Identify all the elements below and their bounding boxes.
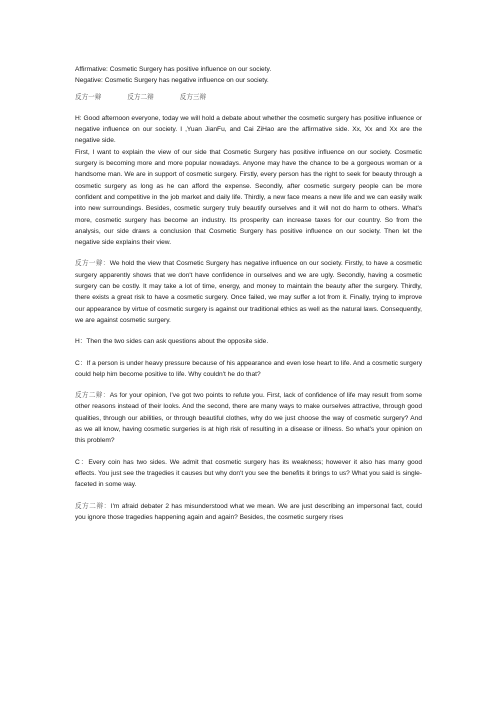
paragraph-text: I'm afraid debater 2 has misunderstood what we mean. We are just describing an impersonal fact, could you ignore those tragedies happening again and again? Besides, the cosmetic surgery rises [75,502,422,521]
paragraph-affirmative-reply: C：Every coin has two sides. We admit that cosmetic surgery has its weakness; however it also has many good effects. You just see the tragedies it causes but why don't you see the benefits it brings to us? What you said is single-faceted in some way. [75,458,422,489]
motion-negative: Negative: Cosmetic Surgery has negative influence on our society. [75,77,269,85]
paragraph-affirmative-view: First, I want to explain the view of our side that Cosmetic Surgery has positive influence on our society. Cosmetic surgery is becoming more and more popular nowadays. Anyone may have the chance to be a gorgeous woman or a handsome man. We are in support of cosmetic surgery. Firstly, every person has the right to seek for beauty through a cosmetic surgery as long as he can afford the expense. Secondly, after cosmetic surgery people can be more confident and competitive in the job market and daily life. Thirdly, a new face means a new life and we can easily walk into new surroundings. Besides, cosmetic surgery truly beautify ourselves and it will not do harm to others. What's more, cosmetic surgery has become an industry. Its prosperity can increase taxes for our country. So from the analysis, our side draws a conclusion that Cosmetic Surgery has positive influence on our society. Then let the negative side explains their view. [75,148,422,247]
speaker-3: 反方三辩 [179,92,207,101]
speaker-label: 反方二辩： [75,501,111,510]
speaker-label: 反方一辩： [75,259,110,268]
paragraph-negative-reply [75,501,422,524]
paragraph-host-questions: H：Then the two sides can ask questions about the opposite side. [75,338,269,346]
paragraph-text: As for your opinion, I've got two points to refute you. First, lack of confidence of life may result from some other reasons instead of their looks. And the second, there are many ways to make ourselves attractive, through good qualities, through our abilities, or through beautiful clothes, why do we just choose the way of cosmetic surgery? And as we all know, having cosmetic surgeries is at high risk of resulting in a disease or illness. So what's your opinion on this problem? [75,392,422,445]
document-body [75,64,422,523]
speaker-label: 反方二辩： [75,391,110,400]
paragraph-question-c: C：If a person is under heavy pressure because of his appearance and even lose heart to life. And a cosmetic surgery could help him become positive to life. Why couldn't he do that? [75,359,422,378]
paragraph-negative-view [75,258,422,326]
speaker-1: 反方一辩 [75,92,102,101]
speaker-2: 反方二辩 [127,92,154,101]
motion-affirmative: Affirmative: Cosmetic Surgery has positive influence on our society. [75,66,272,73]
paragraph-negative-rebuttal [75,390,422,446]
speaker-list [75,92,422,103]
paragraph-text: We hold the view that Cosmetic Surgery has negative influence on our society. Firstly, to have a cosmetic surgery apparently shows that we don't have confidence in ourselves and we are ugly. Secondly, having a cosmetic surgery can be costly. It may take a lot of time, energy, and money to maintain the beauty after the surgery. Thirdly, there exists a great risk to have a cosmetic surgery. Once failed, we may suffer a lot from it. Finally, trying to improve our appearance by virtue of cosmetic surgery is against our traditional ethics as well as the natural laws. Consequently, we are against cosmetic surgery. [75,260,423,324]
paragraph-host-opening: H: Good afternoon everyone, today we will hold a debate about whether the cosmetic surgery has positive influence or negative influence on our society. I ,Yuan JianFu, and Cai ZiHao are the affirmative side. Xx, Xx and Xx are the negative side. [75,114,422,145]
